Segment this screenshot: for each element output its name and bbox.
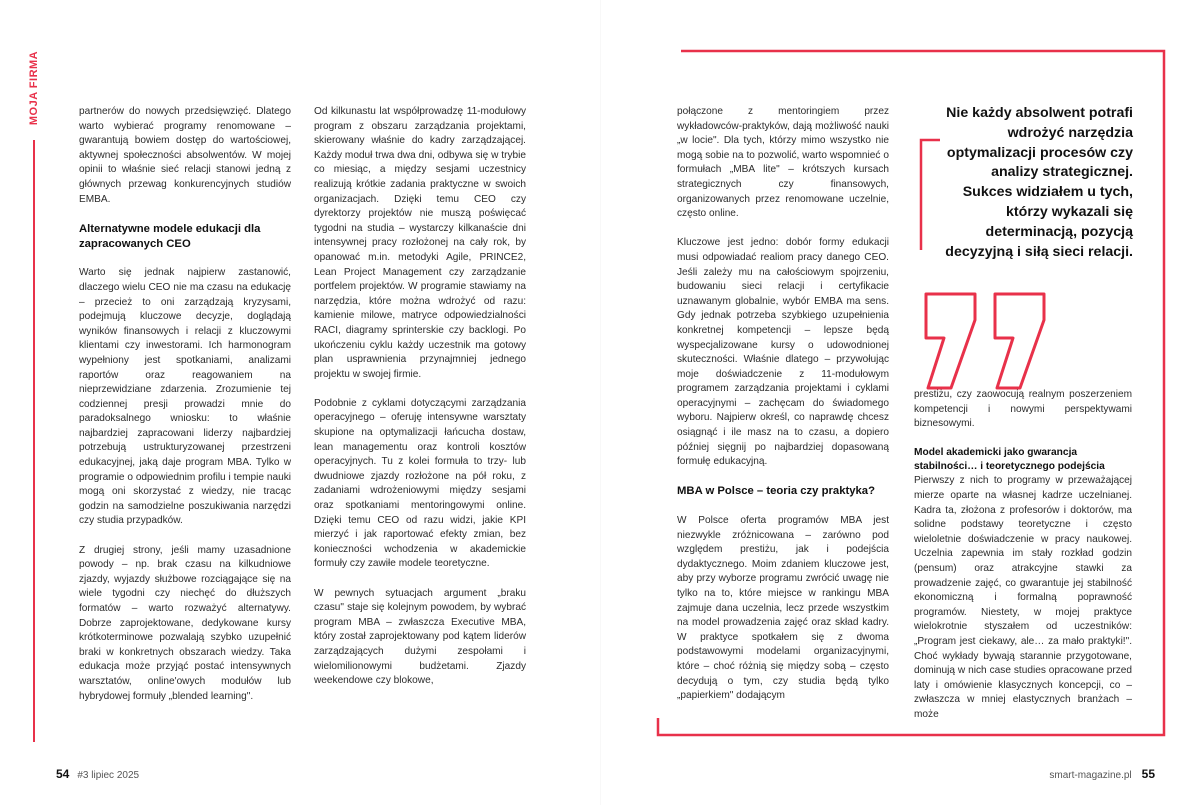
paragraph: W pewnych sytuacjach argument „braku czasu" staje się kolejnym powodem, by wybrać program MBA – zwłaszcza Executive MBA, który został zaprojektowany pod kątem liderów zarządzających dużymi zespołami i wielomilionowymi budżetami. Zjazdy weekendowe czy blokowe, bbox=[314, 587, 526, 687]
footer-left bbox=[56, 767, 139, 781]
paragraph: Podobnie z cyklami dotyczącymi zarządzania operacyjnego – oferuję intensywne warsztaty skupione na optymalizacji łańcucha dostaw, lean managementu oraz kontroli kosztów operacyjnych. Tu z kolei formuła to trzy- lub dwudniowe zjazdy rozłożone na pół roku, z zadaniami wdrożeniowymi między sesjami oraz spotkaniami mentoringowymi online. Dzięki temu CEO od razu widzi, jakie KPI mierzyć i jak raportować efekty zmian, bez konieczności wchodzenia w akademickie formuły czy zawiłe modele teoretyczne. bbox=[314, 397, 526, 570]
right-column-1 bbox=[677, 105, 889, 718]
right-column-2 bbox=[914, 388, 1132, 737]
paragraph: połączone z mentoringiem przez wykładowców-praktyków, dają możliwość nauki „w locie". Dla tych, którzy mimo wszystko nie mogą sobie na to pozwolić, warto wspomnieć o formułach „MBA lite" – krótszych kursach strategicznych czy finansowych, organizowanych przez renomowane uczelnie, często online. bbox=[677, 106, 889, 220]
paragraph: Kluczowe jest jedno: dobór formy edukacji musi odpowiadać realiom pracy danego CEO. Jeśli zależy mu na całościowym spojrzeniu, budowaniu sieci relacji i certyfikacie uznawanym globalnie, wybór EMBA ma sens. Gdy jednak potrzeba szybkiego uzupełnienia konkretnej kompetencji – lepsze będą wyspecjalizowane kursy o udowodnionej skuteczności. Właśnie dlatego – przywołując moje doświadczenie z 11-modułowym programem zarządzania projektami i cyklami operacyjnymi – zachęcam do świadomego wyboru. Najpierw określ, co naprawdę chcesz osiągnąć i ile masz na to czasu, a dopiero później sięgnij po najbardziej dopasowaną formułę edukacyjną. bbox=[677, 237, 889, 468]
page-number: 55 bbox=[1141, 767, 1155, 781]
pull-quote: Nie każdy absolwent potrafi wdrożyć narzędzia optymalizacji procesów czy analizy strategicznej. Sukces widziałem u tych, którzy wykazali się determinacją, pozycją decyzyjną i siłą sieci relacji. bbox=[945, 105, 1133, 260]
paragraph: W Polsce oferta programów MBA jest niezwykle zróżnicowana – zarówno pod względem prestiżu, jak i podejścia dydaktycznego. Moim zdaniem kluczowe jest, aby przy wyborze programu zwrócić uwagę nie tylko na to, które miejsce w rankingu MBA zajmuje dana uczelnia, lecz przede wszystkim na model prowadzenia zajęć oraz skład kadry. W praktyce spotkałem się z dwoma podstawowymi modelami organizacyjnymi, które – choć różnią się między sobą – często decydują o tym, czy studia będą tylko „papierkiem" dodającym bbox=[677, 515, 889, 702]
paragraph: Pierwszy z nich to programy w przeważającej mierze oparte na własnej kadrze uczelnianej. Kadra ta, złożona z profesorów i doktorów, ma solidne podstawy teoretyczne i często wieloletnie doświadczenie w pracy naukowej. Uczelnia zapewnia im stały rozkład godzin (pensum) oraz atrakcyjne stawki za prowadzenie zajęć, co gwarantuje jej stabilność ekonomiczną i formalną poprawność programów. Niestety, w mojej praktyce wielokrotnie styszałem od uczestników: „Program jest ciekawy, ale… za mało praktyki!". Choć wykłady bywają starannie przygotowane, dominują w nich case studies opracowane przed laty i omówienie klasycznych koncepcji, co – zwłaszcza w mniej elastycznych branżach – może bbox=[914, 475, 1132, 720]
footer-right bbox=[1049, 767, 1155, 781]
site-url: smart-magazine.pl bbox=[1049, 770, 1132, 781]
paragraph: Z drugiej strony, jeśli mamy uzasadnione powody – np. brak czasu na kilkudniowe zjazdy, wyjazdy służbowe rozciągające się na wiele tygodni czy niechęć do dłuższych formatów – warto rozważyć alternatywy. Dobrze zaprojektowane, dedykowane kursy krótkoterminowe pozwalają szybko uzupełnić braki w konkretnych obszarach wiedzy. Taka edukacja może przyjąć postać intensywnych warsztatów, online'owych modułów lub hybrydowej formuły „blended learning". bbox=[79, 544, 291, 702]
section-heading: MBA w Polsce – teoria czy praktyka? bbox=[677, 485, 875, 498]
page-number: 54 bbox=[56, 767, 70, 781]
issue-label: #3 lipiec 2025 bbox=[77, 770, 140, 781]
frame-bracket bbox=[921, 140, 940, 250]
section-label-text: MOJA FIRMA bbox=[28, 50, 40, 126]
section-heading: Alternatywne modele edukacji dla zapracowanych CEO bbox=[79, 222, 261, 250]
subsection-heading: Model akademicki jako gwarancja stabilności… i teoretycznego podejścia bbox=[914, 447, 1105, 473]
quote-marks-icon bbox=[926, 294, 1044, 388]
paragraph: Warto się jednak najpierw zastanowić, dlaczego wielu CEO nie ma czasu na edukację – przecież to oni zarządzają kryzysami, podejmują kluczowe decyzje, doglądają wyników finansowych i relacji z kluczowymi klientami czy inwestorami. Ich harmonogram wypełniony jest spotkaniami, analizami raportów oraz reagowaniem na nieprzewidziane zdarzenia. Zrozumienie tej codziennej presji prowadzi mnie do paradoksalnego wniosku: to właśnie najbardziej zapracowani liderzy najbardziej potrzebują ustrukturyzowanej przestrzeni edukacyjnej, jaką daje program MBA. Tylko w programie o odpowiednim profilu i tempie nauki mogą oni skorzystać z wiedzy, nie tracąc godzin na samodzielne poszukiwania narzędzi czy studia przypadków. bbox=[79, 267, 291, 527]
paragraph: partnerów do nowych przedsięwzięć. Dlatego warto wybierać programy renomowane – gwarantują bowiem dostęp do wartościowej, aktywnej społeczności absolwentów. W mojej opinii to właśnie sieć relacji stanowi jedną z głównych przewag konkurencyjnych studiów EMBA. bbox=[79, 106, 291, 205]
paragraph: Od kilkunastu lat współprowadzę 11-modułowy program z obszaru zarządzania projektami, skierowany właśnie do kadry zarządzającej. Każdy moduł trwa dwa dni, odbywa się w trybie co miesiąc, a między sesjami uczestnicy realizują krótkie zadania praktyczne w swoich organizacjach. Dzięki temu CEO czy dyrektorzy projektów nie muszą poświęcać tygodni na studia – wystarczy kilkanaście dni intensywnej pracy rozłożonej na cały rok, by opanować m.in. metodyki Agile, PRINCE2, Lean Project Management czy zarządzanie portfelem projektów. W programie stawiamy na narzędzia, które można wdrożyć od razu: kamienie milowe, matryce odpowiedzialności RACI, diagramy sprinterskie czy backlogi. Po ukończeniu cyklu każdy uczestnik ma gotowy plan usprawnienia przynajmniej jednego projektu w swojej firmie. bbox=[314, 106, 526, 380]
paragraph: prestiżu, czy zaowocują realnym poszerzeniem kompetencji i nowymi perspektywami biznesowymi. bbox=[914, 389, 1132, 430]
